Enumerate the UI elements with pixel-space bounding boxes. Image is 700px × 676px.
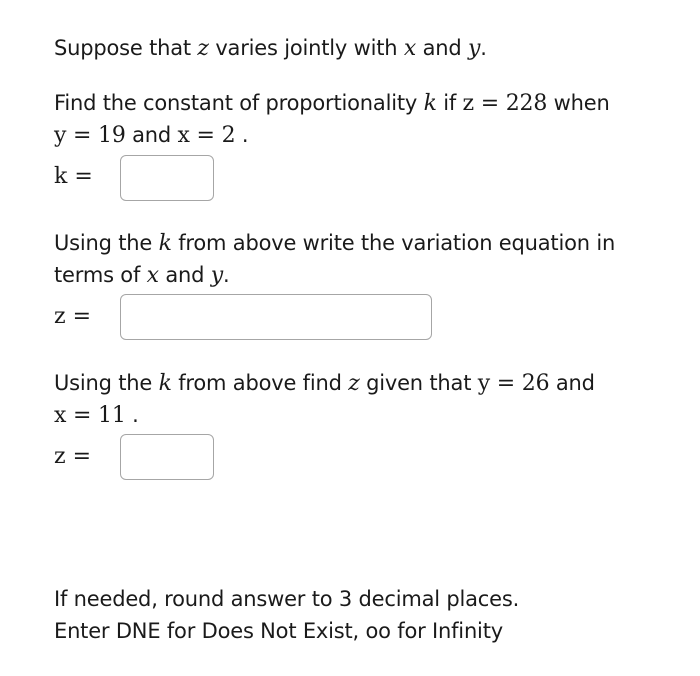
var-z: z: [348, 371, 360, 396]
k-answer-input[interactable]: [120, 155, 214, 201]
var-z: z: [197, 36, 209, 61]
var-x: x: [403, 36, 417, 61]
k-answer-label: k =: [54, 164, 93, 189]
equation-answer-input[interactable]: [120, 294, 432, 340]
condition-z: z = 228: [462, 91, 548, 116]
z-answer-input[interactable]: [120, 434, 214, 480]
condition-x: x = 11: [54, 403, 126, 428]
q2-prompt-line2: terms of x and y.: [54, 263, 230, 288]
q1-prompt-line2: y = 19 and x = 2 .: [54, 123, 249, 148]
var-x: x: [146, 263, 159, 288]
var-y: y: [467, 36, 481, 61]
q3-prompt-line2: x = 11 .: [54, 403, 139, 428]
var-k: k: [158, 231, 172, 256]
q3-prompt-line1: Using the k from above find z given that y = 26 and: [54, 371, 595, 396]
dne-note: Enter DNE for Does Not Exist, oo for Infinity: [54, 619, 503, 643]
condition-x: x = 2: [177, 123, 236, 148]
condition-y: y = 19: [54, 123, 126, 148]
var-k: k: [158, 371, 172, 396]
equation-answer-label: z =: [54, 304, 92, 329]
q2-prompt-line1: Using the k from above write the variation equation in: [54, 231, 616, 256]
q1-prompt-line1: Find the constant of proportionality k if z = 228 when: [54, 91, 610, 116]
rounding-note: If needed, round answer to 3 decimal places.: [54, 587, 520, 611]
var-y: y: [210, 263, 223, 288]
intro-text: Suppose that z varies jointly with x and y.: [54, 36, 487, 61]
condition-y: y = 26: [477, 371, 550, 396]
var-k: k: [423, 91, 437, 116]
z-answer-label: z =: [54, 444, 92, 469]
